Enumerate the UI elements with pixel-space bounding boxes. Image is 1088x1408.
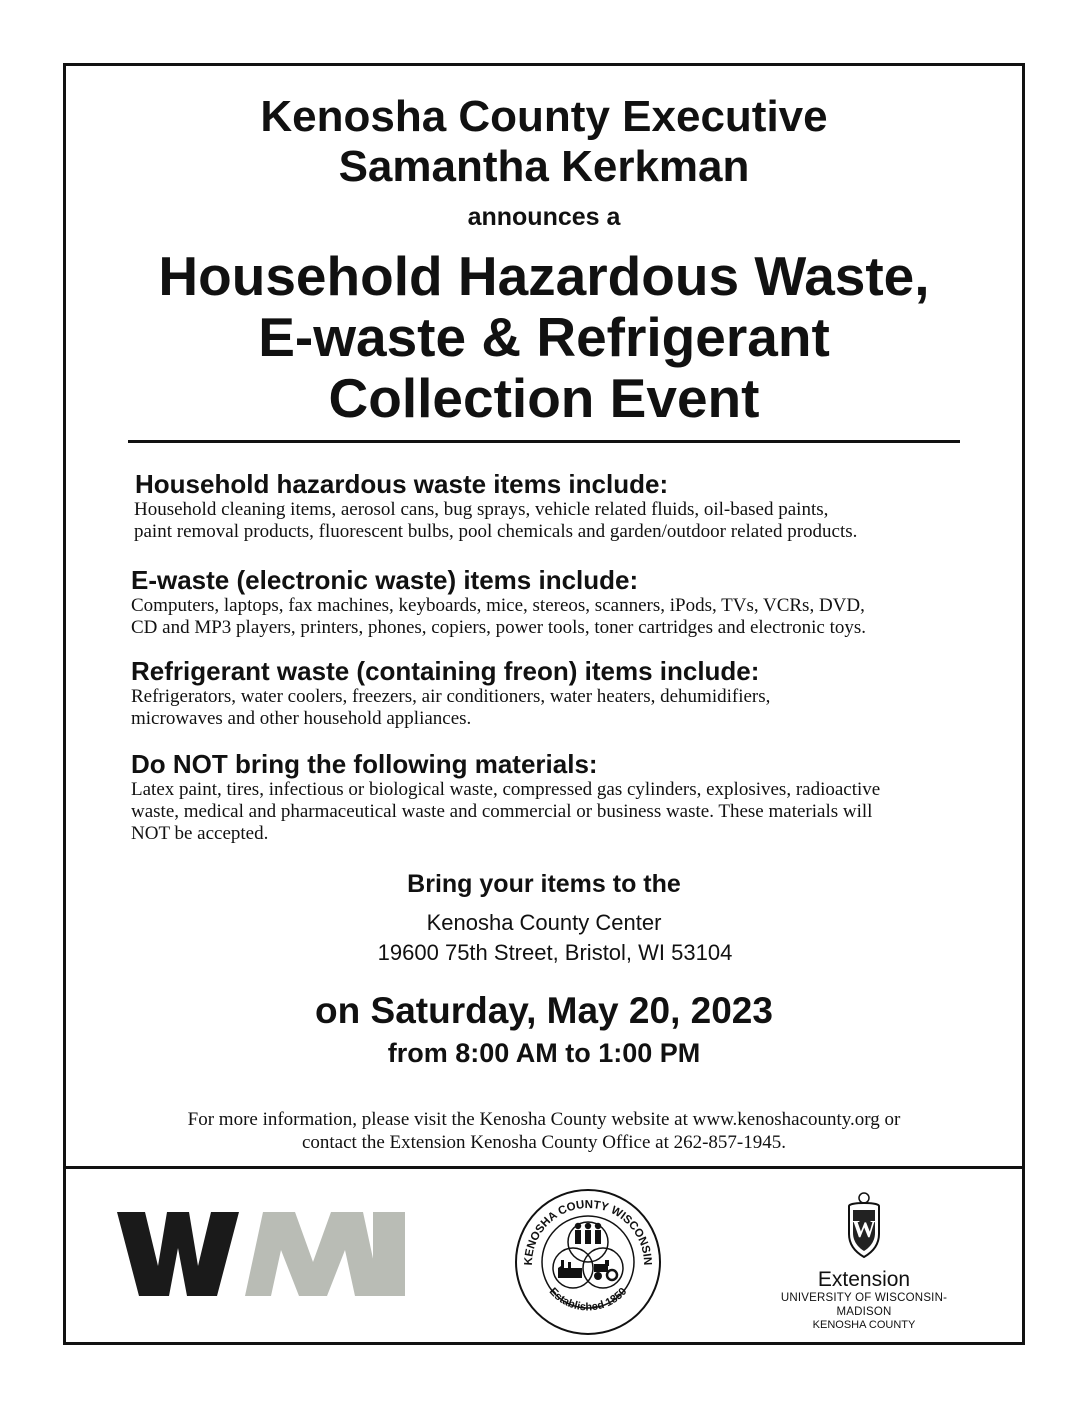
logo-divider bbox=[63, 1166, 1025, 1169]
section-text: Household cleaning items, aerosol cans, bug sprays, vehicle related fluids, oil-based paints, paint removal products, fluorescent bulbs, pool chemicals and garden/outdoor related products. bbox=[134, 499, 858, 542]
refrigerant-items-section bbox=[131, 656, 981, 730]
event-title-line-3: Collection Event bbox=[328, 367, 760, 429]
uw-extension-logo bbox=[754, 1190, 974, 1332]
seal-top-text: KENOSHA COUNTY WISCONSIN bbox=[522, 1198, 654, 1266]
venue-address: 19600 75th Street, Bristol, WI 53104 bbox=[377, 940, 733, 965]
event-title-line-2: E-waste & Refrigerant bbox=[258, 306, 830, 368]
section-text: Computers, laptops, fax machines, keyboards, mice, stereos, scanners, iPods, TVs, VCRs, DVD, CD and MP3 players, printers, phones, copiers, power tools, toner cartridges and electronic toys. bbox=[131, 595, 867, 638]
bring-items-heading: Bring your items to the bbox=[407, 870, 681, 898]
executive-title bbox=[0, 92, 1088, 192]
event-time: from 8:00 AM to 1:00 PM bbox=[387, 1038, 701, 1068]
section-heading: E-waste (electronic waste) items include: bbox=[131, 565, 639, 595]
section-heading: Refrigerant waste (containing freon) items include: bbox=[131, 656, 760, 686]
section-heading: Household hazardous waste items include: bbox=[135, 469, 669, 499]
extension-name: Extension bbox=[817, 1268, 911, 1291]
venue-block bbox=[0, 908, 1088, 968]
uw-crest-icon bbox=[841, 1190, 887, 1260]
kenosha-county-seal bbox=[512, 1188, 664, 1341]
section-heading: Do NOT bring the following materials: bbox=[131, 749, 598, 779]
section-text: Refrigerators, water coolers, freezers, air conditioners, water heaters, dehumidifiers, microwaves and other household appliances. bbox=[131, 686, 771, 729]
svg-text:W: W bbox=[852, 1217, 876, 1243]
factory-icon bbox=[558, 1260, 582, 1278]
wm-logo bbox=[117, 1212, 407, 1301]
venue-name: Kenosha County Center bbox=[426, 910, 662, 935]
event-date: on Saturday, May 20, 2023 bbox=[315, 990, 773, 1031]
people-icon bbox=[575, 1223, 601, 1244]
seal-bottom-text: Established 1850 bbox=[546, 1285, 630, 1314]
extension-county: KENOSHA COUNTY bbox=[812, 1319, 916, 1331]
announces-text: announces a bbox=[467, 203, 621, 231]
executive-title-line: Kenosha County Executive bbox=[260, 92, 828, 141]
more-info-text: For more information, please visit the Kenosha County website at www.kenoshacounty.org or contact the Extension Kenosha County Office at 262-857-1945. bbox=[187, 1109, 901, 1153]
svg-text:Established 1850 bbox=[547, 1286, 630, 1314]
ewaste-items-section bbox=[131, 565, 981, 639]
tractor-icon bbox=[594, 1260, 617, 1280]
title-divider bbox=[128, 440, 960, 443]
event-title bbox=[0, 246, 1088, 429]
hazardous-items-section bbox=[131, 469, 981, 543]
section-text: Latex paint, tires, infectious or biological waste, compressed gas cylinders, explosives, radioactive waste, medical and pharmaceutical waste and commercial or business waste. These materials will NOT be accepted. bbox=[131, 779, 881, 844]
executive-name: Samantha Kerkman bbox=[338, 142, 750, 191]
extension-university: UNIVERSITY OF WISCONSIN-MADISON bbox=[780, 1292, 948, 1318]
prohibited-materials-section bbox=[131, 749, 981, 845]
event-title-line-1: Household Hazardous Waste, bbox=[158, 245, 930, 307]
